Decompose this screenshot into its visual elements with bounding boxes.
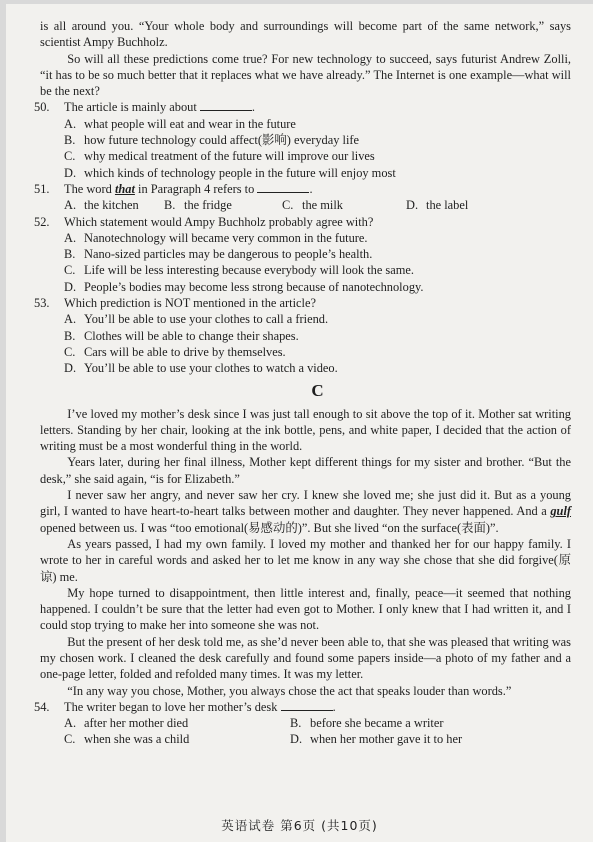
option-text: the kitchen bbox=[84, 198, 139, 213]
option-letter: A. bbox=[64, 198, 77, 213]
question-stem: The writer began to love her mother’s desk bbox=[64, 699, 278, 714]
question-50-options bbox=[64, 116, 571, 181]
passage-paragraph: As years passed, I had my own family. I loved my mother and thanked her for our happy family. I wrote to her in careful words and asked her to let me know in any way she chose that she did forgive(原谅) me. bbox=[40, 536, 571, 584]
question-number: 53. bbox=[34, 296, 50, 311]
option-letter: B. bbox=[64, 328, 76, 343]
question-54-options-row-2 bbox=[64, 731, 571, 747]
option-text: People’s bodies may become less strong because of nanotechnology. bbox=[84, 279, 424, 294]
question-stem: The article is mainly about bbox=[64, 100, 197, 115]
stem-end: . bbox=[309, 181, 313, 196]
option-letter: C. bbox=[64, 263, 76, 278]
page-footer: 英语试卷 第6页 (共10页) bbox=[221, 817, 378, 833]
option-letter: D. bbox=[290, 732, 303, 747]
question-number: 51. bbox=[34, 181, 50, 196]
question-number: 54. bbox=[34, 699, 50, 714]
passage-paragraph bbox=[40, 487, 571, 536]
question-stem: Which prediction is NOT mentioned in the article? bbox=[64, 296, 316, 311]
option-letter: B. bbox=[164, 198, 176, 213]
passage-text: I never saw her angry, and never saw her cry. I knew she loved me; she just did it. But as a young girl, I wanted to have heart-to-heart talks between mother and daughter. They never happened. And a bbox=[40, 488, 571, 519]
option-text: why medical treatment of the future will improve our lives bbox=[84, 149, 375, 164]
option-text: how future technology could affect(影响) everyday life bbox=[84, 133, 360, 148]
question-stem: Which statement would Ampy Buchholz probably agree with? bbox=[64, 214, 374, 229]
option-text: You’ll be able to use your clothes to watch a video. bbox=[84, 361, 338, 376]
question-stem-end: in Paragraph 4 refers to bbox=[138, 181, 255, 196]
option-text: Nanotechnology will became very common in the future. bbox=[84, 230, 368, 245]
keyword-that: that bbox=[114, 181, 135, 196]
option-c[interactable] bbox=[64, 148, 571, 164]
option-c[interactable] bbox=[64, 731, 290, 747]
option-text: when her mother gave it to her bbox=[310, 732, 463, 747]
option-a[interactable] bbox=[64, 715, 290, 731]
option-letter: A. bbox=[64, 716, 77, 731]
option-text: Life will be less interesting because everybody will look the same. bbox=[84, 263, 414, 278]
passage-text: opened between us. I was “too emotional(易感动的)”. But she lived “on the surface(表面)”. bbox=[40, 520, 499, 535]
option-letter: D. bbox=[406, 198, 419, 213]
passage-c bbox=[40, 406, 571, 699]
option-b[interactable] bbox=[290, 715, 443, 731]
option-text: when she was a child bbox=[84, 732, 190, 747]
option-text: Nano-sized particles may be dangerous to people’s health. bbox=[84, 247, 373, 262]
option-b[interactable] bbox=[164, 197, 282, 213]
option-text: the label bbox=[426, 198, 469, 213]
answer-blank bbox=[257, 181, 309, 193]
question-52-options bbox=[64, 230, 571, 295]
option-letter: C. bbox=[64, 732, 76, 747]
option-a[interactable] bbox=[64, 230, 571, 246]
option-text: before she became a writer bbox=[310, 716, 444, 731]
option-text: You’ll be able to use your clothes to call a friend. bbox=[84, 312, 329, 327]
question-51 bbox=[34, 181, 571, 197]
stem-end: . bbox=[332, 699, 336, 714]
option-b[interactable] bbox=[64, 132, 571, 148]
option-letter: A. bbox=[64, 116, 77, 131]
question-stem-start: The word bbox=[64, 181, 112, 196]
answer-blank bbox=[200, 99, 252, 111]
passage-paragraph: But the present of her desk told me, as she’d never been able to, that she was pleased that writing was my chosen work. I cleaned the desk carefully and found some papers inside—a photo of my father and a one-page letter, folded and refolded many times. It was my letter. bbox=[40, 634, 572, 682]
passage-paragraph: Years later, during her final illness, Mother kept different things for my sister and brother. “But the desk,” she said again, “is for Elizabeth.” bbox=[40, 455, 571, 486]
option-b[interactable] bbox=[64, 328, 571, 344]
option-a[interactable] bbox=[64, 116, 571, 132]
option-letter: B. bbox=[64, 133, 76, 148]
question-51-options bbox=[64, 197, 571, 213]
option-letter: D. bbox=[64, 165, 77, 180]
option-d[interactable] bbox=[64, 279, 571, 295]
question-54-options-row-1 bbox=[64, 715, 571, 731]
stem-end: . bbox=[251, 100, 256, 115]
question-number: 50. bbox=[34, 100, 50, 115]
option-letter: D. bbox=[64, 361, 77, 376]
option-c[interactable] bbox=[282, 197, 406, 213]
question-53 bbox=[34, 295, 571, 311]
option-text: what people will eat and wear in the future bbox=[84, 116, 296, 131]
option-text: after her mother died bbox=[84, 716, 189, 731]
passage-paragraph: I’ve loved my mother’s desk since I was just tall enough to sit above the top of it. Mother sat writing letters. Standing by her chair, looking at the ink bottle, pens, and white paper, I decided that the action of writing must be a most wonderful thing in the world. bbox=[40, 406, 571, 454]
option-a[interactable] bbox=[64, 197, 164, 213]
option-letter: B. bbox=[64, 247, 76, 262]
option-text: which kinds of technology people in the future will enjoy most bbox=[84, 165, 396, 180]
option-text: the fridge bbox=[184, 198, 232, 213]
keyword-gulf: gulf bbox=[550, 504, 572, 519]
option-letter: C. bbox=[282, 198, 294, 213]
option-letter: C. bbox=[64, 344, 76, 359]
option-d[interactable] bbox=[290, 731, 462, 747]
question-54 bbox=[34, 699, 571, 715]
option-text: the milk bbox=[302, 198, 343, 213]
option-letter: B. bbox=[290, 716, 302, 731]
option-c[interactable] bbox=[64, 344, 571, 360]
question-50 bbox=[34, 99, 571, 115]
question-53-options bbox=[64, 311, 571, 376]
option-b[interactable] bbox=[64, 246, 571, 262]
option-text: Clothes will be able to change their shapes. bbox=[84, 328, 299, 343]
option-letter: C. bbox=[64, 149, 76, 164]
option-a[interactable] bbox=[64, 311, 571, 327]
option-d[interactable] bbox=[64, 165, 571, 181]
question-number: 52. bbox=[34, 214, 50, 229]
option-letter: D. bbox=[64, 279, 77, 294]
option-letter: A. bbox=[64, 312, 77, 327]
question-52 bbox=[34, 214, 571, 230]
option-letter: A. bbox=[64, 230, 77, 245]
passage-paragraph: “In any way you chose, Mother, you always chose the act that speaks louder than words.” bbox=[67, 683, 512, 698]
option-c[interactable] bbox=[64, 262, 571, 278]
passage-final-paragraph: So will all these predictions come true? For new technology to succeed, says futurist Andrew Zolli, “it has to be so much better that it replaces what we have already.” The Internet is one example—what will be the next? bbox=[40, 51, 571, 99]
section-heading-c: C bbox=[311, 380, 324, 400]
option-d[interactable] bbox=[406, 197, 468, 213]
option-d[interactable] bbox=[64, 360, 571, 376]
option-text: Cars will be able to drive by themselves. bbox=[84, 344, 286, 359]
exam-page bbox=[6, 4, 593, 842]
answer-blank bbox=[281, 699, 333, 711]
passage-paragraph: My hope turned to disappointment, then little interest and, finally, peace—it seemed that nothing happened. I couldn’t be sure that the letter had even got to Mother. I only knew that I had written it, and I could stop trying to make her into someone she was not. bbox=[40, 585, 571, 633]
passage-continued-paragraph: is all around you. “Your whole body and surroundings will become part of the same network,” says scientist Ampy Buchholz. bbox=[40, 19, 571, 50]
